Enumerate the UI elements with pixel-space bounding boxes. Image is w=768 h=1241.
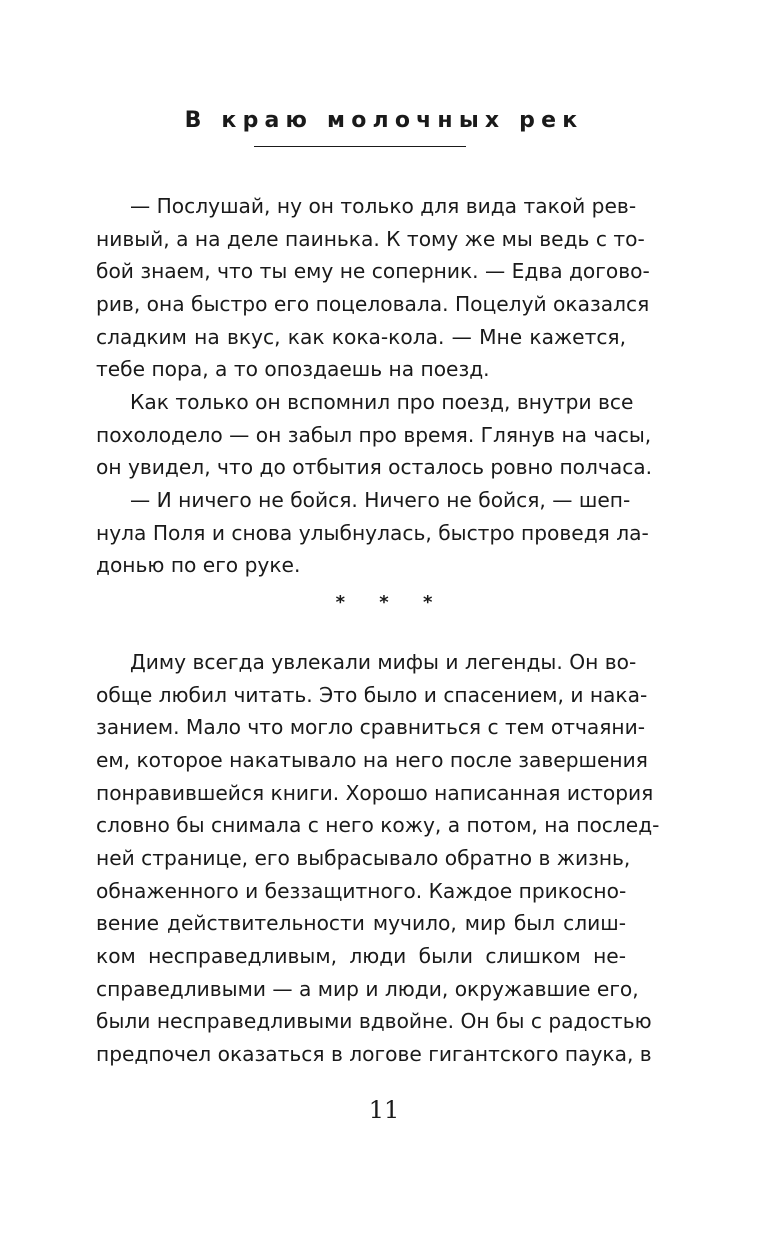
header-rule	[254, 146, 466, 147]
text-line: сладким на вкус, как кока-кола. — Мне кажется,	[96, 324, 626, 349]
text-line: вение действительности мучило, мир был слиш-	[96, 911, 626, 936]
text-line: Как только он вспомнил про поезд, внутри все	[130, 389, 634, 414]
text-line: ней странице, его выбрасывало обратно в жизнь,	[96, 845, 631, 870]
text-line: он увидел, что до отбытия осталось ровно полчаса.	[96, 455, 653, 480]
text-line: Диму всегда увлекали мифы и легенды. Он во-	[130, 650, 637, 674]
paragraph	[96, 484, 649, 582]
text-line: тебе пора, а то опоздаешь на поезд.	[96, 357, 490, 382]
text-line: бой знаем, что ты ему не соперник. — Едва догово-	[96, 259, 650, 284]
text-line: занием. Мало что могло сравниться с тем отчаяни-	[96, 715, 645, 740]
text-section-2	[96, 646, 660, 1071]
text-line: — И ничего не бойся. Ничего не бойся, — шеп-	[130, 487, 631, 512]
text-line: предпочел оказаться в логове гигантского паука, в	[96, 1041, 652, 1066]
text-line: ем, которое накатывало на него после завершения	[96, 747, 648, 772]
paragraph	[96, 386, 653, 484]
running-header: В краю молочных рек	[184, 108, 584, 133]
text-line: обще любил читать. Это было и спасением, и нака-	[96, 682, 648, 707]
section-separator: * * *	[335, 592, 447, 613]
text-line: нивый, а на деле паинька. К тому же мы ведь с то-	[96, 226, 645, 251]
paragraph	[96, 190, 650, 386]
text-line: были несправедливыми вдвойне. Он бы с радостью	[96, 1009, 652, 1034]
text-section-1	[96, 190, 653, 582]
paragraph	[96, 646, 660, 1071]
text-line: нула Поля и снова улыбнулась, быстро проведя ла-	[96, 520, 649, 545]
text-line: ком несправедливым, люди были слишком не-	[96, 943, 626, 968]
page-number: 11	[368, 1096, 400, 1124]
text-line: похолодело — он забыл про время. Глянув на часы,	[96, 422, 652, 447]
text-line: понравившейся книги. Хорошо написанная история	[96, 780, 654, 805]
text-line: справедливыми — а мир и люди, окружавшие его,	[96, 976, 639, 1001]
text-line: рив, она быстро его поцеловала. Поцелуй оказался	[96, 291, 650, 316]
text-line: обнаженного и беззащитного. Каждое прикосно-	[96, 878, 627, 903]
text-line: — Послушай, ну он только для вида такой рев-	[130, 194, 637, 218]
text-line: донью по его руке.	[96, 553, 301, 578]
text-line: словно бы снимала с него кожу, а потом, на послед-	[96, 813, 660, 838]
